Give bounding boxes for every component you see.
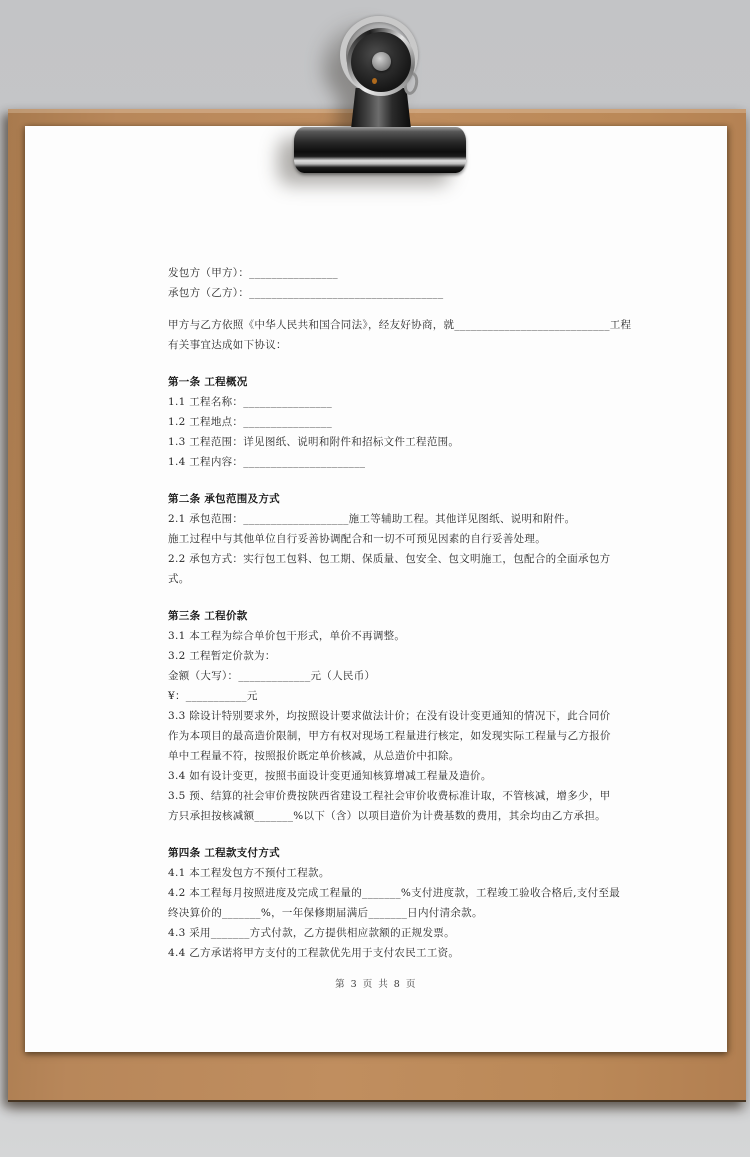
section-3-heading: 第三条 工程价款 [168,610,248,622]
section-4-line-1: 4.1 本工程发包方不预付工程款。 [168,867,330,879]
section-3-line-9: 3.5 预、结算的社会审价费按陕西省建设工程社会审价收费标准计取，不管核减，增多少，甲 [168,790,611,802]
clip-bar [294,127,466,173]
section-3-line-2: 3.2 工程暂定价款为： [168,650,276,662]
section-1-line-3: 1.3 工程范围：详见图纸、说明和附件和招标文件工程范围。 [168,436,460,448]
section-3-line-8: 3.4 如有设计变更，按照书面设计变更通知核算增减工程量及造价。 [168,770,492,782]
preamble-line-2: 有关事宜达成如下协议： [168,339,287,351]
section-1-line-4: 1.4 工程内容：______________________ [168,456,366,468]
section-4-line-4: 4.3 采用_______方式付款，乙方提供相应款额的正规发票。 [168,927,455,939]
section-1-line-2: 1.2 工程地点：________________ [168,416,333,428]
section-4-line-2: 4.2 本工程每月按照进度及完成工程量的_______%支付进度款，工程竣工验收合格后,支付至最 [168,887,620,899]
section-4-line-5: 4.4 乙方承诺将甲方支付的工程款优先用于支付农民工工资。 [168,947,460,959]
section-3-line-3: 金额（大写）：_____________元（人民币） [168,670,376,682]
clip-knob-icon [347,28,415,96]
section-2-heading: 第二条 承包范围及方式 [168,493,280,505]
section-3-line-4: ¥：___________元 [168,690,258,702]
section-1-heading: 第一条 工程概况 [168,376,248,388]
clip-reflection-dot [372,78,377,84]
contract-text [168,263,632,963]
section-4-line-3: 终决算价的_______%，一年保修期届满后_______日内付清余款。 [168,907,483,919]
section-2-line-3: 2.2 承包方式：实行包工包料、包工期、保质量、包安全、包文明施工，包配合的全面承包方 [168,553,611,565]
preamble-line-1: 甲方与乙方依照《中华人民共和国合同法》，经友好协商，就____________________________工程 [168,319,632,331]
section-3-line-10: 方只承担按核减额_______%以下（含）以项目造价为计费基数的费用，其余均由乙方承担。 [168,810,606,822]
section-2-line-4: 式。 [168,573,190,585]
section-2-line-1: 2.1 承包范围：___________________施工等辅助工程。其他详见图纸、说明和附件。 [168,513,576,525]
section-3-line-6: 作为本项目的最高造价限制，甲方有权对现场工程量进行核定，如发现实际工程量与乙方报价 [168,730,611,742]
section-4-heading: 第四条 工程款支付方式 [168,847,280,859]
section-3-line-7: 单中工程量不符，按照报价既定单价核减，从总造价中扣除。 [168,750,460,762]
section-3-line-5: 3.3 除设计特别要求外，均按照设计要求做法计价；在没有设计变更通知的情况下，此合同价 [168,710,611,722]
section-2-line-2: 施工过程中与其他单位自行妥善协调配合和一切不可预见因素的自行妥善处理。 [168,533,546,545]
party-a-line: 发包方（甲方）：________________ [168,267,338,279]
section-3-line-1: 3.1 本工程为综合单价包干形式，单价不再调整。 [168,630,406,642]
contract-page [25,126,727,1052]
party-b-line: 承包方（乙方）：___________________________________ [168,287,444,299]
page-footer: 第 3 页 共 8 页 [335,979,417,990]
clip-knob-hole-icon [372,52,391,71]
section-1-line-1: 1.1 工程名称：________________ [168,396,333,408]
